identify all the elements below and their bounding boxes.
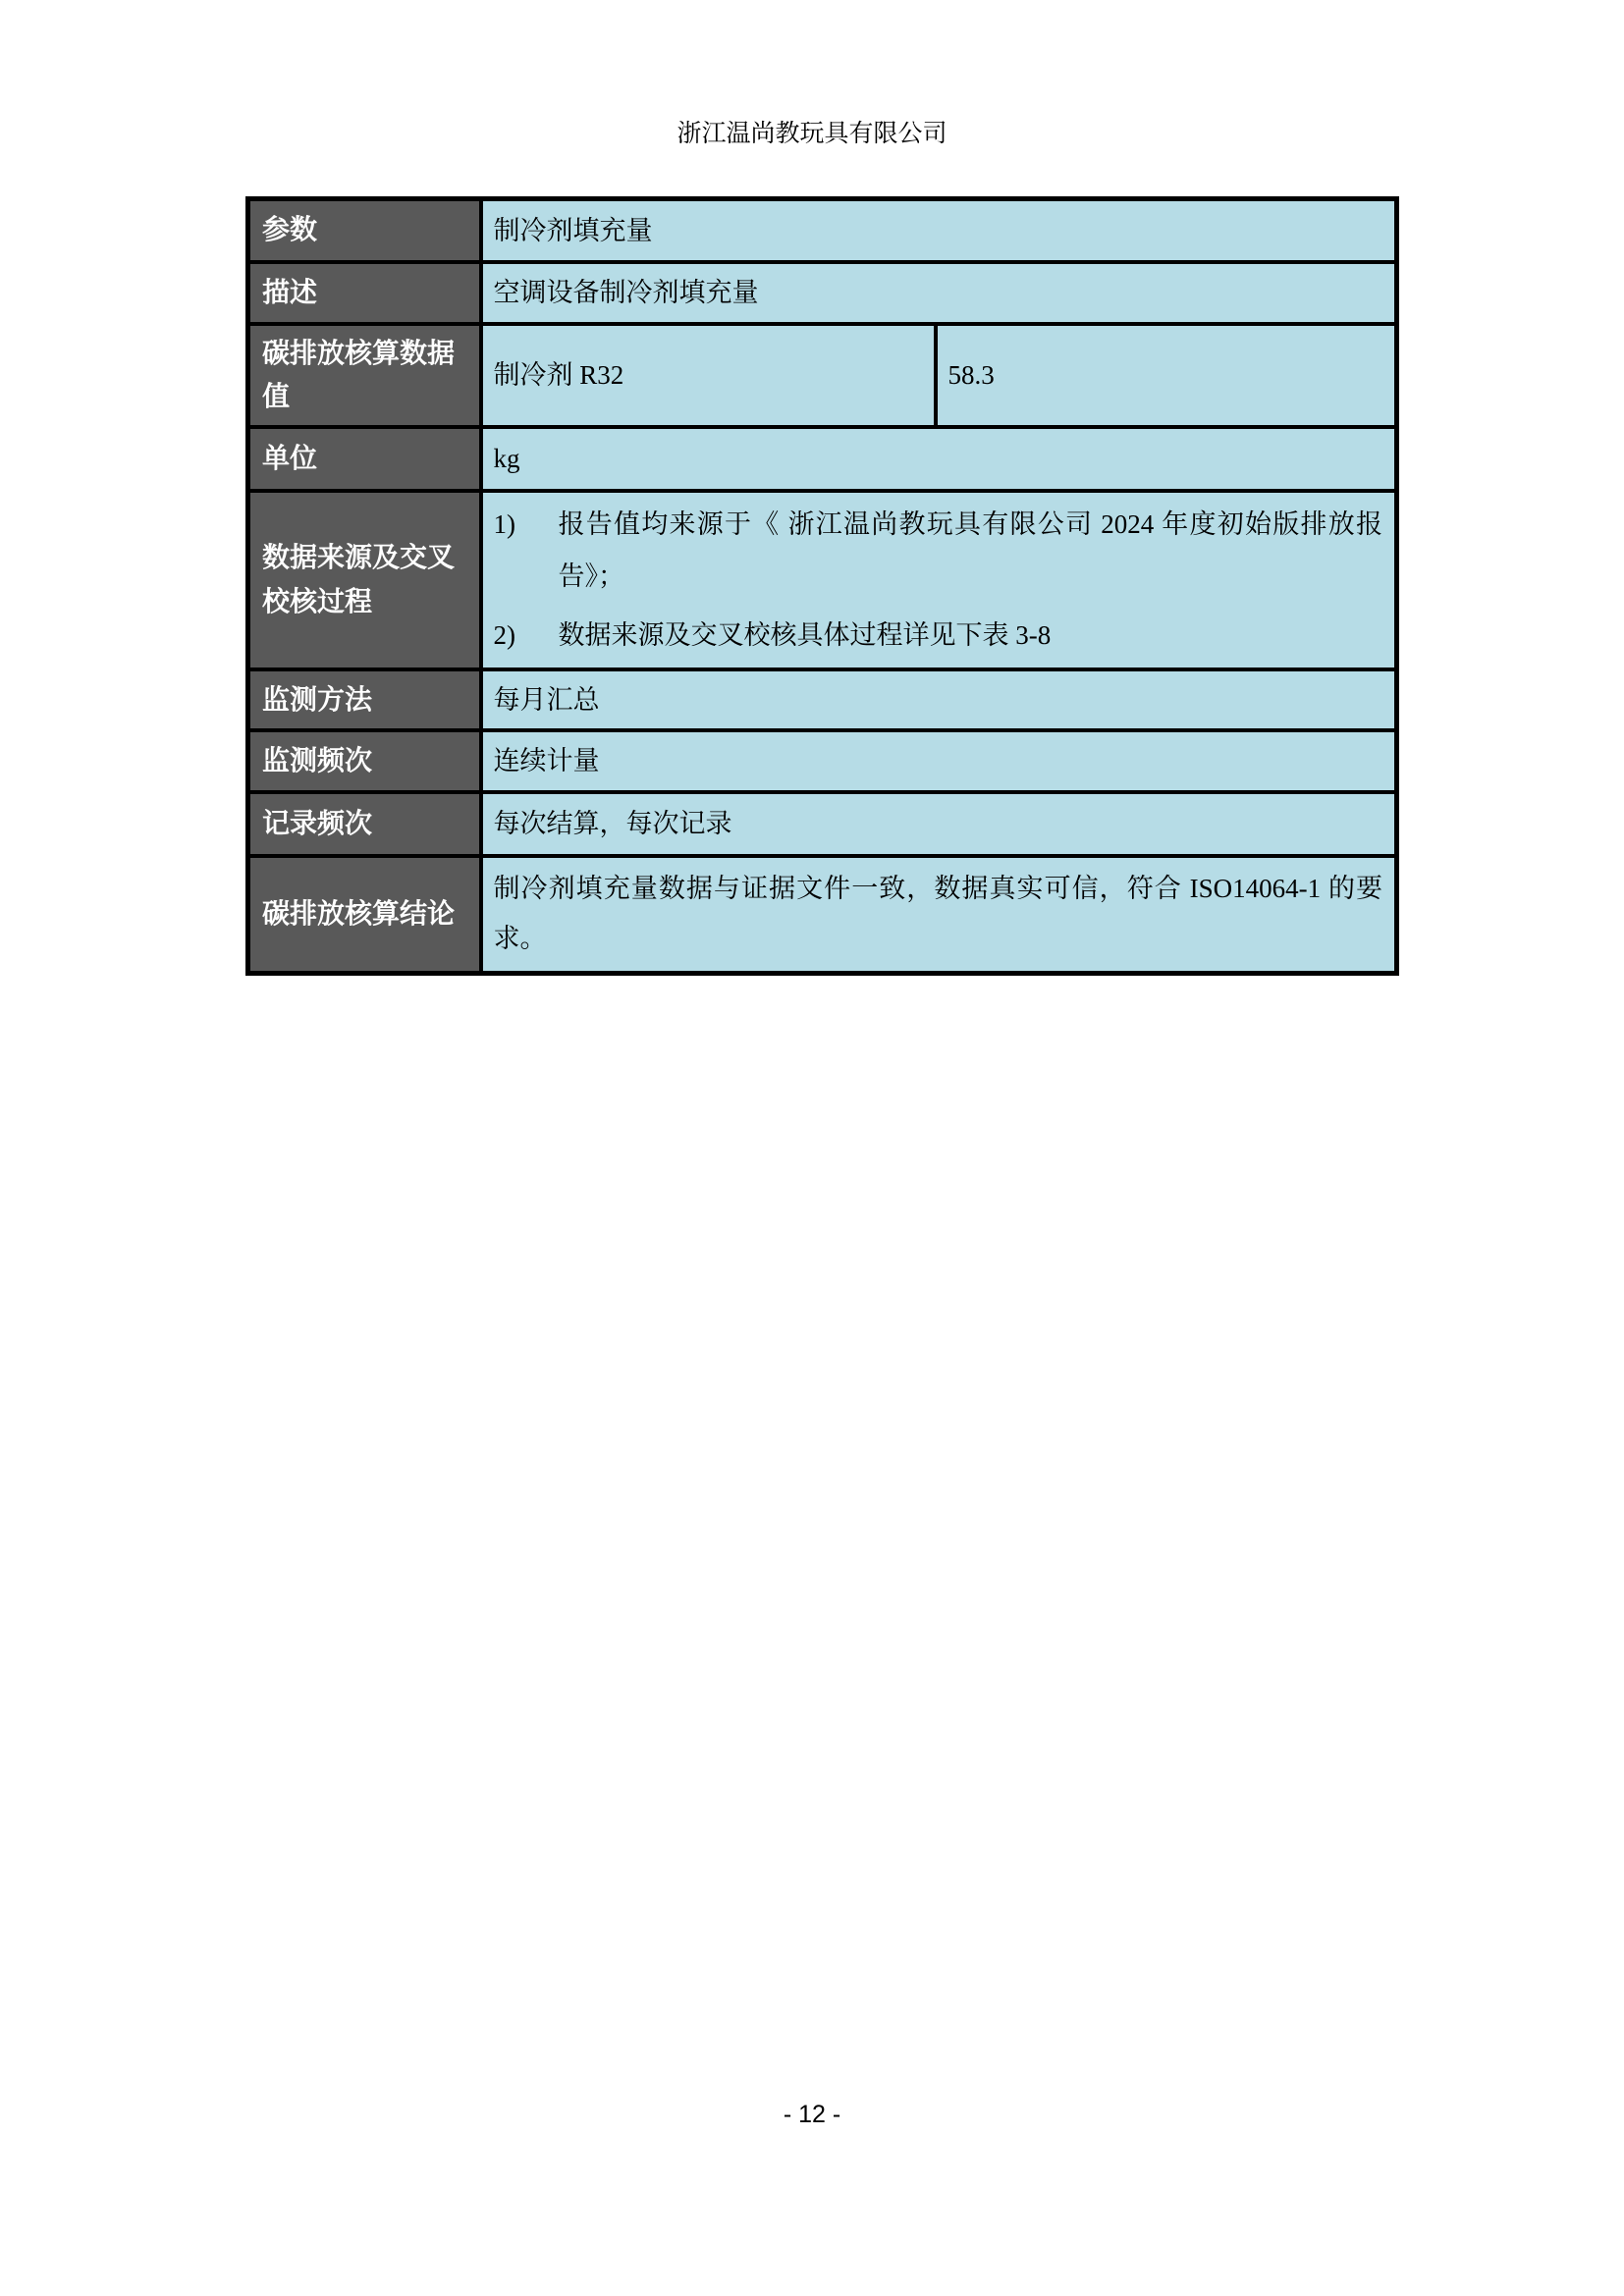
table-row xyxy=(248,730,1397,792)
value-description: 空调设备制冷剂填充量 xyxy=(481,262,1397,324)
label-monitoring-frequency: 监测频次 xyxy=(248,730,481,792)
label-accounting-data-value: 碳排放核算数据值 xyxy=(248,324,481,428)
page-number: - 12 - xyxy=(783,2101,841,2128)
table-row xyxy=(248,427,1397,491)
value-data-source-cross-check xyxy=(481,491,1397,669)
table-row xyxy=(248,792,1397,856)
table-row xyxy=(248,669,1397,730)
table-row xyxy=(248,856,1397,973)
label-accounting-conclusion: 碳排放核算结论 xyxy=(248,856,481,973)
value-monitoring-frequency: 连续计量 xyxy=(481,730,1397,792)
conclusion-text: 制冷剂填充量数据与证据文件一致，数据真实可信，符合 ISO14064-1 的要求。 xyxy=(493,874,1382,954)
list-item-text: 报告值均来源于《 浙江温尚教玩具有限公司 2024 年度初始版排放报告》； xyxy=(558,509,1382,591)
page-header-company-name: 浙江温尚教玩具有限公司 xyxy=(677,121,947,147)
table-row xyxy=(248,491,1397,669)
list-item-number: 1) xyxy=(493,509,515,540)
value-recording-frequency: 每次结算，每次记录 xyxy=(481,792,1397,856)
label-data-source-cross-check: 数据来源及交叉校核过程 xyxy=(248,491,481,669)
list-item xyxy=(494,610,1383,662)
value-accounting-conclusion xyxy=(481,856,1397,973)
table-row xyxy=(248,199,1397,262)
table-row xyxy=(248,262,1397,324)
label-unit: 单位 xyxy=(248,427,481,491)
list-item-number: 2) xyxy=(493,620,515,651)
parameter-table xyxy=(245,196,1399,976)
label-recording-frequency: 记录频次 xyxy=(248,792,481,856)
value-refrigerant-amount: 58.3 xyxy=(936,324,1397,428)
table-row xyxy=(248,324,1397,428)
value-parameter: 制冷剂填充量 xyxy=(481,199,1397,262)
value-monitoring-method: 每月汇总 xyxy=(481,669,1397,730)
value-unit: kg xyxy=(481,427,1397,491)
label-monitoring-method: 监测方法 xyxy=(248,669,481,730)
value-refrigerant-type: 制冷剂 R32 xyxy=(481,324,936,428)
label-description: 描述 xyxy=(248,262,481,324)
label-parameter: 参数 xyxy=(248,199,481,262)
list-item xyxy=(494,499,1383,602)
list-item-text: 数据来源及交叉校核具体过程详见下表 3-8 xyxy=(558,620,1052,651)
